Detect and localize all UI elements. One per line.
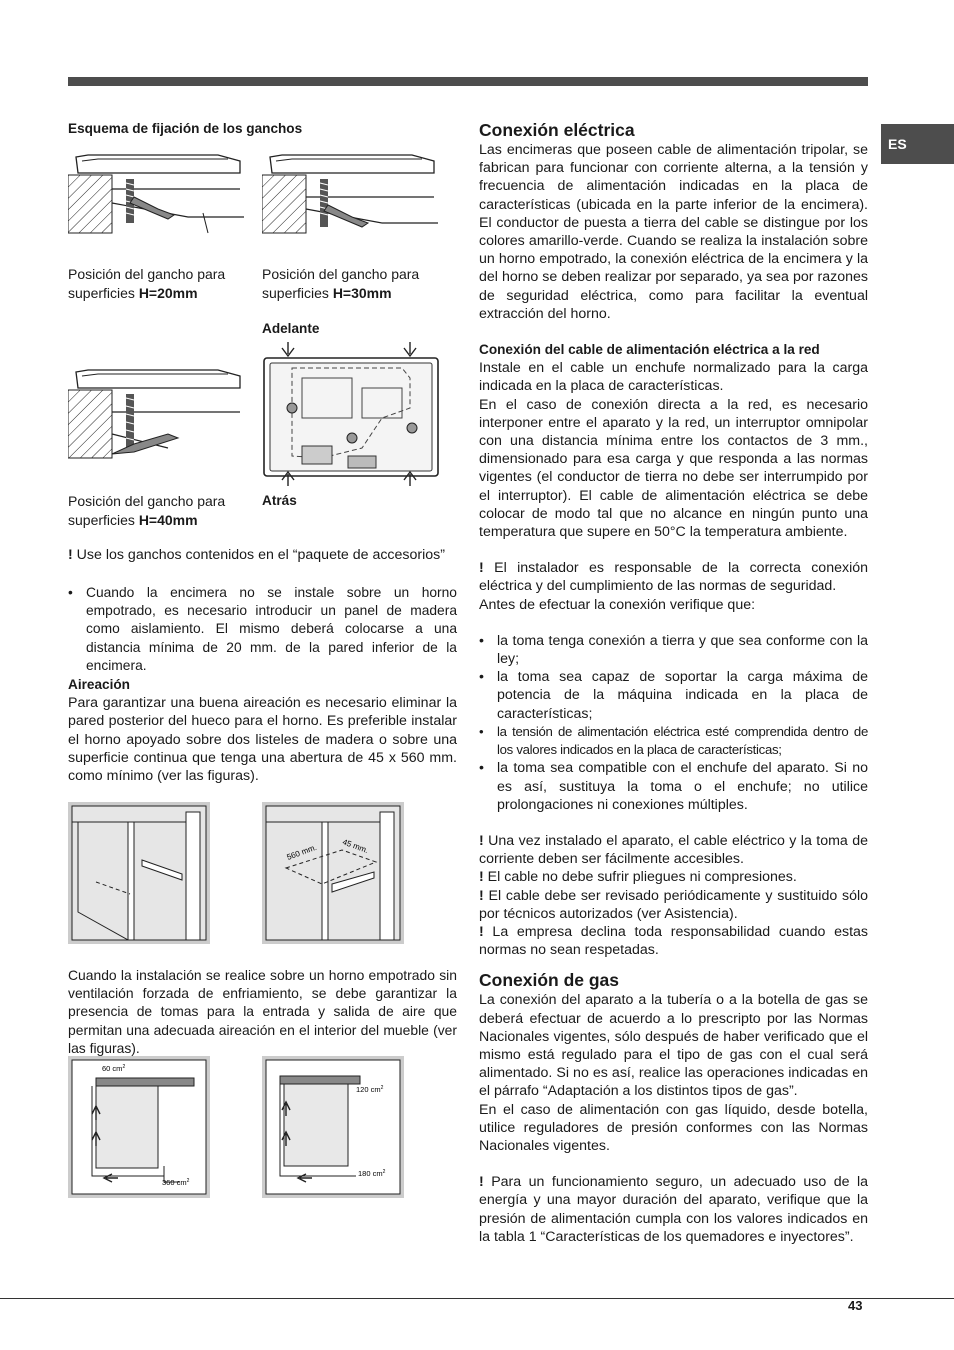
accessories-note: ! Use los ganchos contenidos en el “paquete de accesorios” [68,547,445,563]
gas-connection-text: La conexión del aparato a la tubería o a la botella de gas se deberá efectuar de acuerdo a lo prescripto por las Normas Nacionales vigentes, sólo después de haber verificado que el mismo está regulado para el tipo de gas con el cual será alimentado. Si no es así, realice las operaciones indicadas en el párrafo “Adaptación a los distintos tipos de gas”. [479,992,868,1100]
hooks-title: Esquema de fijación de los ganchos [68,121,303,136]
electric-connection-text: Las encimeras que poseen cable de alimentación tripolar, se fabrican para funcionar con corriente alterna, a la tensión y frecuencia de alimentación indicadas en la placa de características (ubicada en la parte inferior de la encimera). El conductor de puesta a tierra del cable se distingue por los colores amarillo-verde. Cuando se realiza la instalación sobre un horno empotrado, la conexión eléctrica de la encimera y la del horno se deben realizar por separado, ya sea por razones de seguridad eléctrica, como para facilitar la eventual extracción del horno. [479,142,868,322]
cable-connection-text: Instale en el cable un enchufe normalizado para la carga indicada en la placa de características. [479,360,868,395]
ventilation-title: Aireación [68,677,130,692]
oven-ventilation-text: Cuando la instalación se realice sobre un horno empotrado sin ventilación forzada de enfriamiento, se debe garantizar la presencia de tomas para la entrada y salida de aire que permitan una adecuada aireación en el interior del mueble (ver las figuras). [68,967,457,1056]
footer-line [0,1298,954,1299]
warning-inspection: ! El cable debe ser revisado periódicamente y sustituido sólo por técnicos autorizados (ver Asistencia). [479,887,868,922]
hook-h30-figure [262,153,438,235]
gas-connection-title: Conexión de gas [479,970,620,991]
language-tab: ES [881,124,954,164]
label-45mm: 45 mm. [341,837,370,856]
verify-intro: Antes de efectuar la conexión verifique que: [479,596,756,613]
label-180cm: 180 cm [358,1169,383,1178]
label-360cm: 360 cm [162,1178,187,1187]
hob-underside-figure [262,338,440,490]
label-120cm: 120 cm [356,1085,381,1094]
check-item-4: • la toma sea compatible con el enchufe del aparato. Si no es así, sustituya la toma o el enchufe; no utilice prolongaciones ni conexiones múltiples. [479,760,868,813]
warning-folds: ! El cable no debe sufrir pliegues ni compresiones. [479,869,797,886]
gas-liquid-text: En el caso de alimentación con gas líquido, desde botella, utilice reguladores de presión conformes con las Normas Nacionales vigentes. [479,1101,868,1154]
oven-air-figure-1 [68,1056,210,1198]
direct-connection-text: En el caso de conexión directa a la red, es necesario interponer entre el aparato y la red, un interruptor omnipolar con una distancia mínima entre los contactos de 3 mm., dimensionado para esa carga y que responda a las normas vigentes (el conductor de tierra no debe ser interrumpido por el interruptor). El cable de alimentación eléctrica se debe colocar de modo tal que no alcance en ningún punto una temperatura que supere en 50°C la temperatura ambiente. [479,396,868,541]
check-item-3: • la tensión de alimentación eléctrica esté comprendida dentro de los valores indicados en la placa de características; [479,723,868,758]
gas-pressure-note: ! Para un funcionamiento seguro, un adecuado uso de la energía y una mayor duración del aparato, verifique que la presión de alimentación cumpla con los valores indicados en la tabla 1 “Características de los quemadores e inyectores”. [479,1174,868,1245]
warning-accessible: ! Una vez instalado el aparato, el cable eléctrico y la toma de corriente deben ser fácilmente accesibles. [479,832,868,868]
front-label: Adelante [262,321,320,336]
check-item-1: • la toma tenga conexión a tierra y que sea conforme con la ley; [479,632,868,668]
header-bar [68,77,868,86]
hook-h40-figure [68,368,244,460]
isolation-bullet: • Cuando la encimera no se instale sobre un horno empotrado, es necesario introducir un panel de madera como aislamiento. El mismo deberá colocarse a una distancia mínima de 20 mm. de la pared inferior de la encimera. [68,585,457,673]
svg-text:180 cm2: 180 $cm^2$ [358,1169,386,1178]
svg-text:360 cm2: 360 $cm^2$ [162,1178,190,1187]
warning-liability: ! La empresa declina toda responsabilidad cuando estas normas no sean respetadas. [479,923,868,959]
caption-h20: Posición del gancho para superficies H=20mm [68,266,226,301]
back-label: Atrás [262,493,297,508]
hook-h20-figure [68,153,244,235]
check-item-2: • la toma sea capaz de soportar la carga máxima de potencia de la máquina indicada en la placa de características; [479,669,868,722]
label-560mm: 560 mm. [285,842,318,862]
installer-note: ! El instalador es responsable de la correcta conexión eléctrica y del cumplimiento de las normas de seguridad. [479,560,868,595]
caption-h30: Posición del gancho para superficies H=30mm [262,266,420,301]
cabinet-figure-1 [68,802,210,944]
svg-text:60 cm2: 60 $cm^2$ [102,1064,126,1073]
electric-connection-title: Conexión eléctrica [479,120,635,140]
cabinet-figure-2 [262,802,404,944]
label-60cm: 60 cm [102,1064,123,1073]
cable-connection-title: Conexión del cable de alimentación eléctrica a la red [479,342,820,358]
page-number: 43 [848,1298,863,1313]
oven-air-figure-2 [262,1056,404,1198]
ventilation-text: Para garantizar una buena aireación es necesario eliminar la pared posterior del hueco para el horno. Es preferible instalar el horno apoyado sobre dos listeles de madera o sobre una superficie continua que tenga una abertura de 45 x 560 mm. como mínimo (ver las figuras). [68,695,457,785]
caption-h40: Posición del gancho para superficies H=40mm [68,493,226,528]
svg-text:120 cm2: 120 $cm^2$ [356,1085,384,1094]
